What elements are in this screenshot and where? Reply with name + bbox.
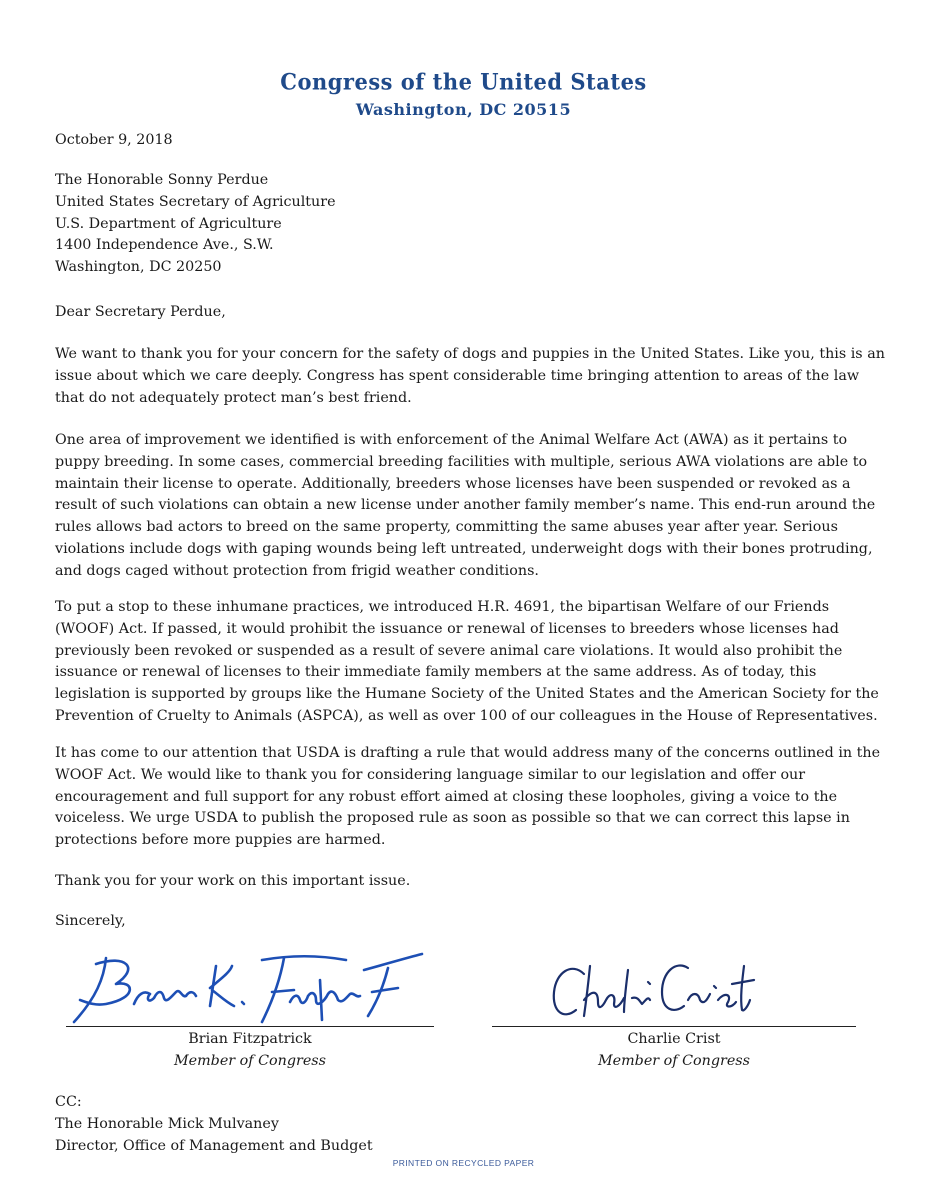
- signature-block-crist: [492, 950, 856, 1073]
- body-paragraph: [55, 430, 891, 583]
- signer-title: Member of Congress: [598, 1052, 750, 1069]
- cc-line: Director, Office of Management and Budget: [55, 1137, 373, 1154]
- recipient-line: 1400 Independence Ave., S.W.: [55, 237, 274, 254]
- letterhead: [0, 68, 927, 121]
- paragraph-text: It has come to our attention that USDA is drafting a rule that would address many of the concerns outlined in the WOOF Act. We would like to thank you for considering language similar to our legislation and offer our encouragement and full support for any robust effort aimed at closing these loopholes, giving a voice to the voiceless. We urge USDA to publish the proposed rule as soon as possible so that we can correct this lapse in protections before more puppies are harmed.: [55, 745, 881, 849]
- paragraph-text: To put a stop to these inhumane practices, we introduced H.R. 4691, the bipartisan Welfare of our Friends (WOOF) Act. If passed, it would prohibit the issuance or renewal of licenses to breeders whose licenses had previously been revoked or suspended as a result of severe animal care violations. It would also prohibit the issuance or renewal of licenses to their immediate family members at the same address. As of today, this legislation is supported by groups like the Humane Society of the United States and the American Society for the Prevention of Cruelty to Animals (ASPCA), as well as over 100 of our colleagues in the House of Representatives.: [55, 599, 879, 724]
- cc-line: The Honorable Mick Mulvaney: [55, 1115, 279, 1132]
- recipient-line: The Honorable Sonny Perdue: [55, 172, 269, 188]
- recipient-line: Washington, DC 20250: [55, 259, 222, 276]
- recycled-paper-footer: PRINTED ON RECYCLED PAPER: [392, 1158, 535, 1168]
- paragraph-text: One area of improvement we identified is with enforcement of the Animal Welfare Act (AWA) as it pertains to puppy breeding. In some cases, commercial breeding facilities with multiple, serious AWA violations are able to maintain their license to operate. Additionally, breeders whose licenses have been suspended or revoked as a result of such violations can obtain a new license under another family member’s name. This end-run around the rules allows bad actors to breed on the same property, committing the same abuses year after year. Serious violations include dogs with gaping wounds being left untreated, underweight dogs with their bones protruding, and dogs caged without protection from frigid weather conditions.: [55, 432, 876, 579]
- handwritten-signature-crist: [492, 950, 856, 1026]
- signature-block-fitzpatrick: [66, 950, 434, 1073]
- cc-block: [55, 1092, 373, 1157]
- body-paragraph: [55, 597, 891, 728]
- recipient-line: U.S. Department of Agriculture: [55, 215, 282, 232]
- handwritten-signature-fitzpatrick: [66, 950, 434, 1026]
- body-paragraph: [55, 743, 891, 852]
- signature-line: [66, 1026, 434, 1027]
- cc-label: CC:: [55, 1094, 82, 1110]
- recipient-address: [55, 170, 891, 279]
- closing-thanks: Thank you for your work on this important issue.: [55, 873, 411, 889]
- signer-name: Brian Fitzpatrick: [188, 1031, 312, 1047]
- signer-title: Member of Congress: [174, 1052, 326, 1069]
- signature-line: [492, 1026, 856, 1027]
- letterhead-address: Washington, DC 20515: [355, 100, 572, 119]
- salutation: Dear Secretary Perdue,: [55, 304, 226, 320]
- letterhead-title: Congress of the United States: [280, 68, 647, 95]
- paragraph-text: We want to thank you for your concern for the safety of dogs and puppies in the United States. Like you, this is an issue about which we care deeply. Congress has spent considerable time bringing attention to areas of the law that do not adequately protect man’s best friend.: [55, 346, 885, 406]
- valediction: Sincerely,: [55, 913, 126, 929]
- signer-name: Charlie Crist: [627, 1031, 721, 1047]
- body-paragraph: [55, 344, 891, 409]
- letter-date: October 9, 2018: [55, 132, 173, 148]
- recipient-line: United States Secretary of Agriculture: [55, 193, 336, 210]
